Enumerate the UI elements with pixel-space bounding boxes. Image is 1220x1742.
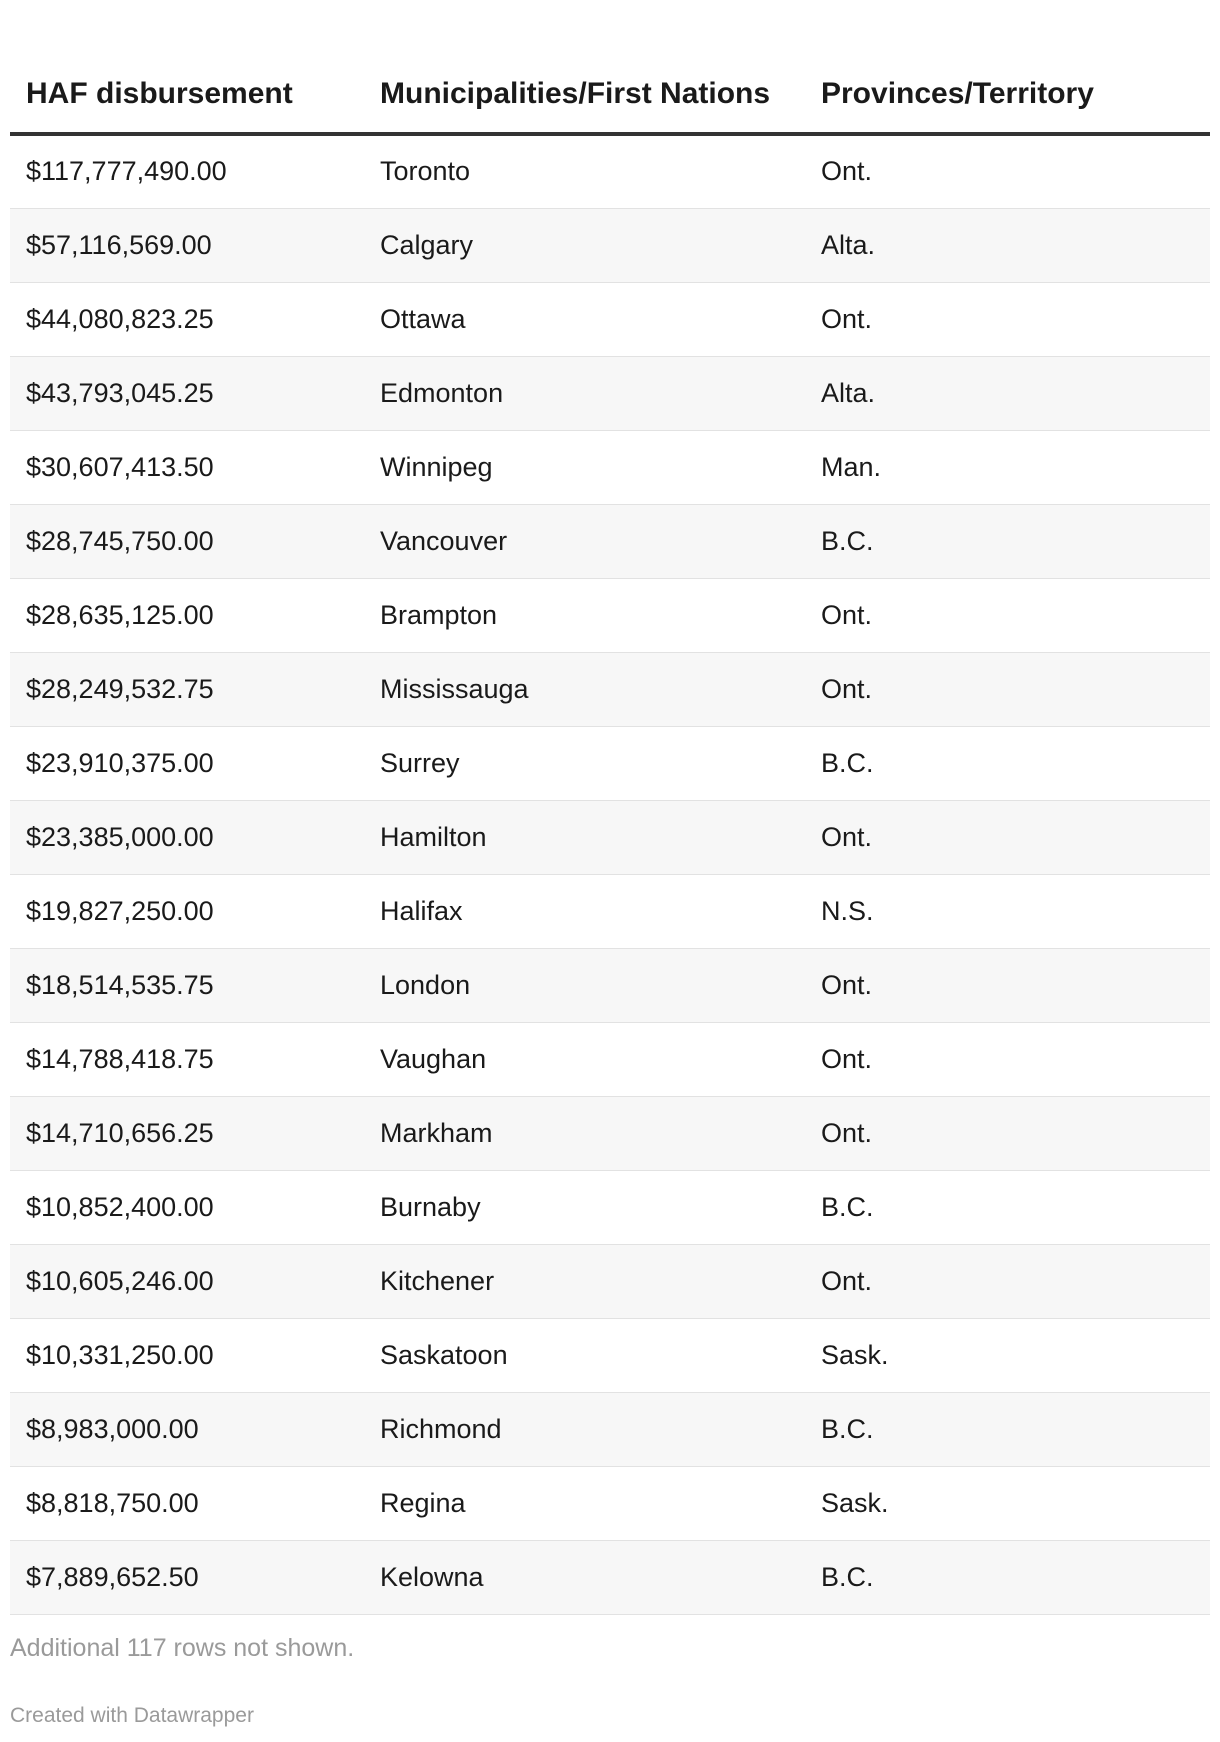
province-cell: Ont. bbox=[805, 800, 1210, 874]
disbursement-cell: $23,910,375.00 bbox=[10, 726, 364, 800]
table-row bbox=[10, 1318, 1210, 1392]
municipality-cell: Kitchener bbox=[364, 1244, 805, 1318]
disbursement-cell: $117,777,490.00 bbox=[10, 134, 364, 208]
province-cell: Ont. bbox=[805, 652, 1210, 726]
municipality-cell: Ottawa bbox=[364, 282, 805, 356]
table-row bbox=[10, 1096, 1210, 1170]
table-row bbox=[10, 652, 1210, 726]
province-cell: Ont. bbox=[805, 1244, 1210, 1318]
province-cell: Ont. bbox=[805, 1096, 1210, 1170]
province-cell: B.C. bbox=[805, 726, 1210, 800]
disbursement-cell: $8,818,750.00 bbox=[10, 1466, 364, 1540]
datawrapper-table-chart bbox=[10, 0, 1210, 1615]
disbursement-cell: $18,514,535.75 bbox=[10, 948, 364, 1022]
disbursement-cell: $10,852,400.00 bbox=[10, 1170, 364, 1244]
table-row bbox=[10, 1540, 1210, 1614]
province-cell: N.S. bbox=[805, 874, 1210, 948]
table-header-row bbox=[10, 0, 1210, 134]
province-cell: Alta. bbox=[805, 208, 1210, 282]
haf-disbursement-table bbox=[10, 0, 1210, 1615]
municipality-cell: Calgary bbox=[364, 208, 805, 282]
table-row bbox=[10, 1244, 1210, 1318]
table-row bbox=[10, 948, 1210, 1022]
header-haf-disbursement[interactable]: HAF disbursement bbox=[10, 0, 364, 134]
disbursement-cell: $44,080,823.25 bbox=[10, 282, 364, 356]
table-row bbox=[10, 874, 1210, 948]
disbursement-cell: $14,710,656.25 bbox=[10, 1096, 364, 1170]
municipality-cell: Vancouver bbox=[364, 504, 805, 578]
municipality-cell: Kelowna bbox=[364, 1540, 805, 1614]
province-cell: Ont. bbox=[805, 578, 1210, 652]
municipality-cell: Edmonton bbox=[364, 356, 805, 430]
table-row bbox=[10, 356, 1210, 430]
municipality-cell: Surrey bbox=[364, 726, 805, 800]
province-cell: Alta. bbox=[805, 356, 1210, 430]
table-row bbox=[10, 430, 1210, 504]
header-municipalities[interactable]: Municipalities/First Nations bbox=[364, 0, 805, 134]
disbursement-cell: $10,331,250.00 bbox=[10, 1318, 364, 1392]
municipality-cell: Vaughan bbox=[364, 1022, 805, 1096]
table-row bbox=[10, 726, 1210, 800]
disbursement-cell: $43,793,045.25 bbox=[10, 356, 364, 430]
municipality-cell: Regina bbox=[364, 1466, 805, 1540]
province-cell: B.C. bbox=[805, 1540, 1210, 1614]
table-row bbox=[10, 1170, 1210, 1244]
province-cell: Ont. bbox=[805, 948, 1210, 1022]
province-cell: B.C. bbox=[805, 504, 1210, 578]
datawrapper-credit: Created with Datawrapper bbox=[10, 1704, 254, 1727]
municipality-cell: Richmond bbox=[364, 1392, 805, 1466]
province-cell: Ont. bbox=[805, 282, 1210, 356]
municipality-cell: Mississauga bbox=[364, 652, 805, 726]
table-row bbox=[10, 208, 1210, 282]
disbursement-cell: $14,788,418.75 bbox=[10, 1022, 364, 1096]
table-row bbox=[10, 134, 1210, 208]
municipality-cell: Winnipeg bbox=[364, 430, 805, 504]
province-cell: Ont. bbox=[805, 134, 1210, 208]
table-row bbox=[10, 1392, 1210, 1466]
disbursement-cell: $28,249,532.75 bbox=[10, 652, 364, 726]
disbursement-cell: $23,385,000.00 bbox=[10, 800, 364, 874]
province-cell: Ont. bbox=[805, 1022, 1210, 1096]
province-cell: B.C. bbox=[805, 1392, 1210, 1466]
disbursement-cell: $28,745,750.00 bbox=[10, 504, 364, 578]
municipality-cell: Hamilton bbox=[364, 800, 805, 874]
municipality-cell: Markham bbox=[364, 1096, 805, 1170]
table-row bbox=[10, 1022, 1210, 1096]
rows-not-shown-note: Additional 117 rows not shown. bbox=[10, 1634, 355, 1662]
province-cell: Sask. bbox=[805, 1466, 1210, 1540]
table-body bbox=[10, 134, 1210, 1614]
disbursement-cell: $10,605,246.00 bbox=[10, 1244, 364, 1318]
table-row bbox=[10, 800, 1210, 874]
table-row bbox=[10, 504, 1210, 578]
disbursement-cell: $57,116,569.00 bbox=[10, 208, 364, 282]
municipality-cell: Burnaby bbox=[364, 1170, 805, 1244]
table-row bbox=[10, 282, 1210, 356]
table-row bbox=[10, 1466, 1210, 1540]
province-cell: Man. bbox=[805, 430, 1210, 504]
province-cell: Sask. bbox=[805, 1318, 1210, 1392]
disbursement-cell: $7,889,652.50 bbox=[10, 1540, 364, 1614]
disbursement-cell: $8,983,000.00 bbox=[10, 1392, 364, 1466]
municipality-cell: Toronto bbox=[364, 134, 805, 208]
header-provinces[interactable]: Provinces/Territory bbox=[805, 0, 1210, 134]
municipality-cell: Saskatoon bbox=[364, 1318, 805, 1392]
table-row bbox=[10, 578, 1210, 652]
municipality-cell: Brampton bbox=[364, 578, 805, 652]
municipality-cell: Halifax bbox=[364, 874, 805, 948]
province-cell: B.C. bbox=[805, 1170, 1210, 1244]
disbursement-cell: $30,607,413.50 bbox=[10, 430, 364, 504]
disbursement-cell: $19,827,250.00 bbox=[10, 874, 364, 948]
disbursement-cell: $28,635,125.00 bbox=[10, 578, 364, 652]
municipality-cell: London bbox=[364, 948, 805, 1022]
